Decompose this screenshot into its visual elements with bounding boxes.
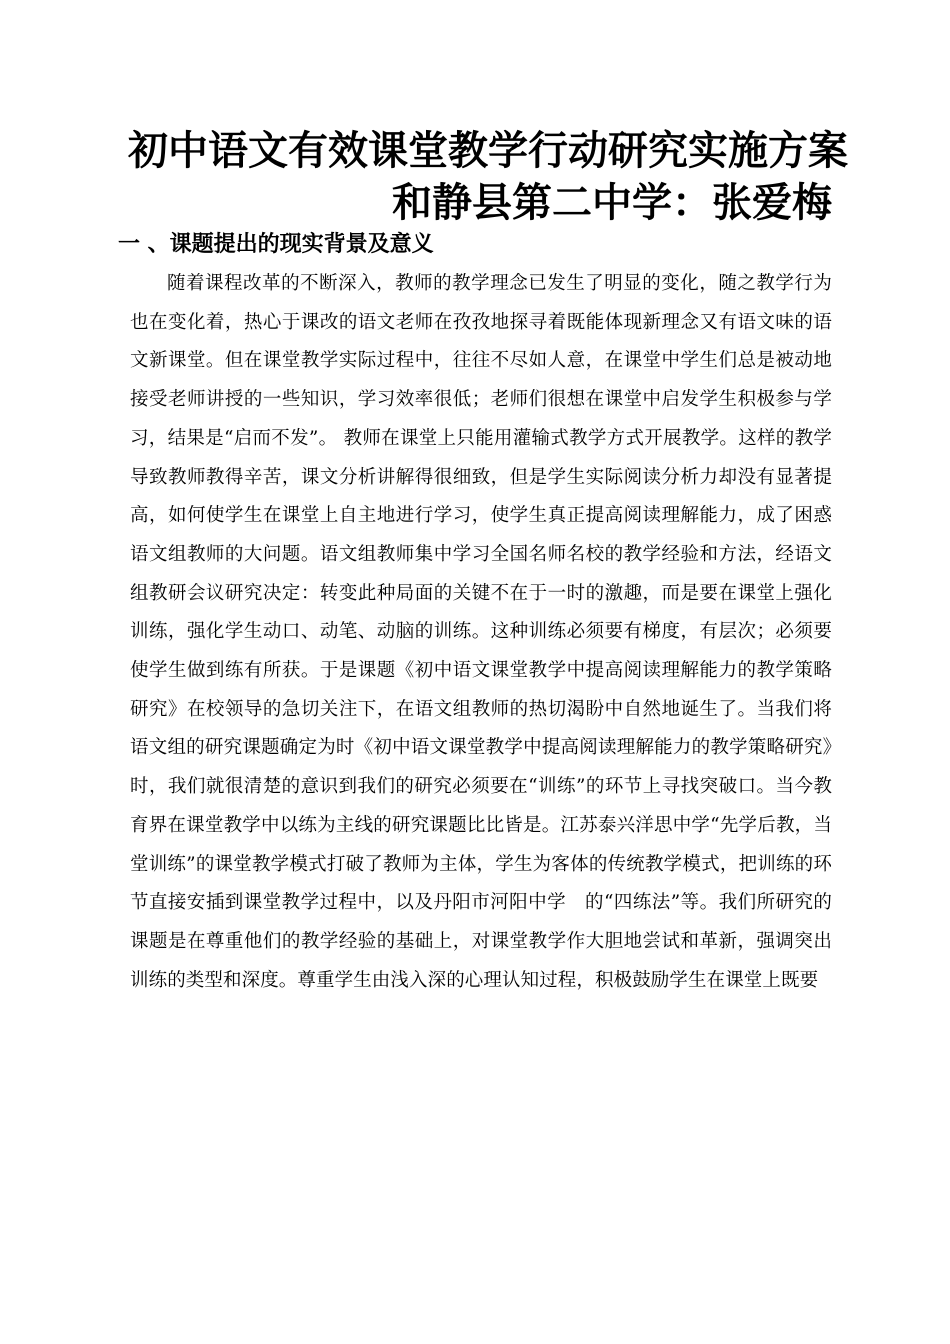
section-heading: 一 、课题提出的现实背景及意义 xyxy=(118,232,434,257)
author-line: 和静县第二中学：张爱梅 xyxy=(392,180,832,226)
body-paragraph: 随着课程改革的不断深入，教师的教学理念已发生了明显的变化，随之教学行为也在变化着，热心于课改的语文老师在孜孜地探寻着既能体现新理念又有语文味的语文新课堂。但在课堂教学实际过程中，往往不尽如人意，在课堂中学生们总是被动地接受老师讲授的一些知识，学习效率很低；老师们很想在课堂中启发学生积极参与学习，结果是“启而不发”。 教师在课堂上只能用灌输式教学方式开展教学。这样的教学导致教师教得辛苦，课文分析讲解得很细致，但是学生实际阅读分析力却没有显著提高，如何使学生在课堂上自主地进行学习，使学生真正提高阅读理解能力，成了困惑语文组教师的大问题。语文组教师集中学习全国名师名校的教学经验和方法，经语文组教研会议研究决定：转变此种局面的关键不在于一时的激趣，而是要在课堂上强化训练，强化学生动口、动笔、动脑的训练。这种训练必须要有梯度，有层次；必须要使学生做到练有所获。于是课题《初中语文课堂教学中提高阅读理解能力的教学策略研究》在校领导的急切关注下，在语文组教师的热切渴盼中自然地诞生了。当我们将语文组的研究课题确定为时《初中语文课堂教学中提高阅读理解能力的教学策略研究》时，我们就很清楚的意识到我们的研究必须要在“训练”的环节上寻找突破口。当今教育界在课堂教学中以练为主线的研究课题比比皆是。江苏泰兴洋思中学“先学后教，当堂训练”的课堂教学模式打破了教师为主体，学生为客体的传统教学模式，把训练的环节直接安插到课堂教学过程中，以及丹阳市河阳中学 的“四练法”等。我们所研究的课题是在尊重他们的教学经验的基础上，对课堂教学作大胆地尝试和革新，强调突出训练的类型和深度。尊重学生由浅入深的心理认知过程，积极鼓励学生在课堂上既要 xyxy=(130,273,832,991)
document-title: 初中语文有效课堂教学行动研究实施方案 xyxy=(128,128,848,174)
